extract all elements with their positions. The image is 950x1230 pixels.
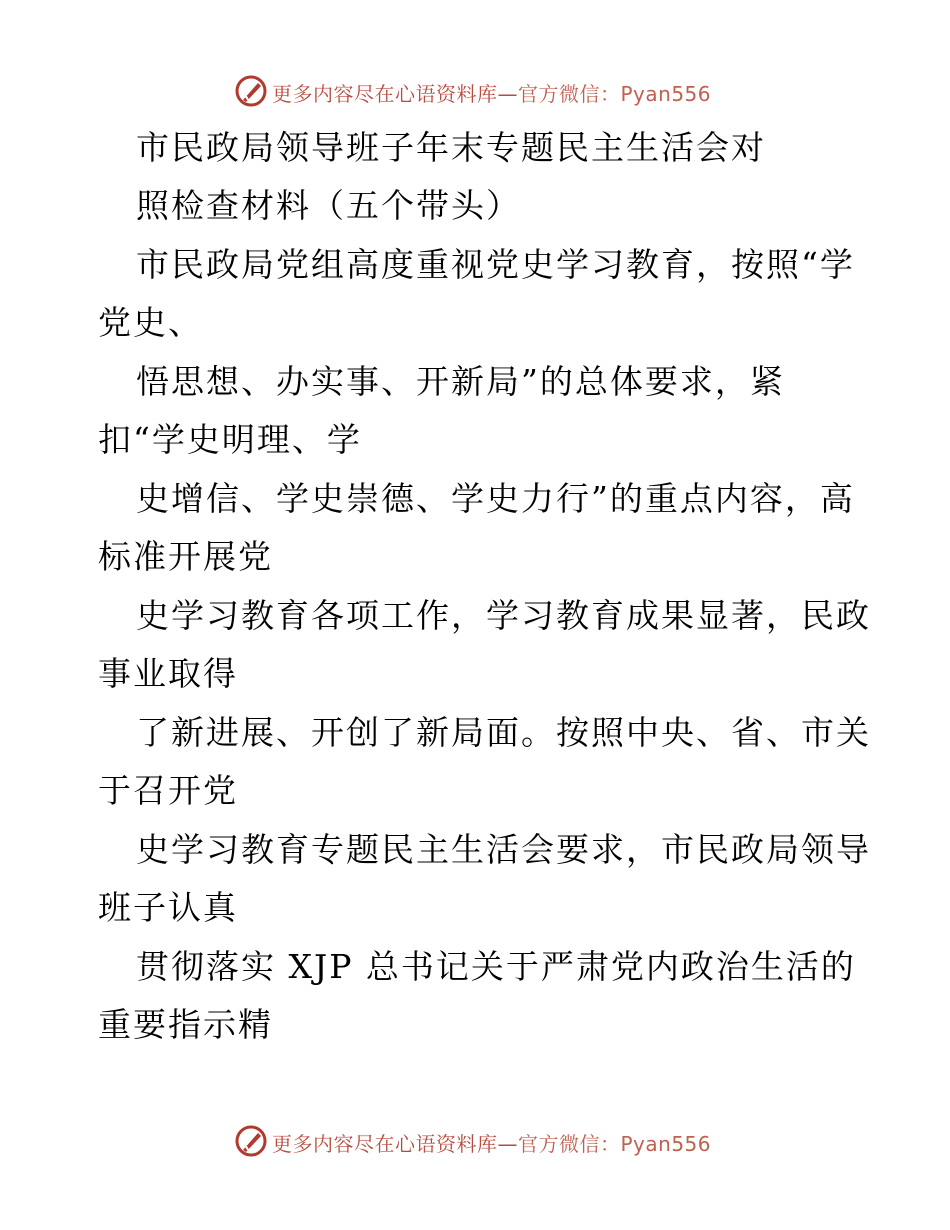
paragraph-line: 事业取得 — [98, 654, 238, 693]
paragraph-line: 班子认真 — [98, 888, 238, 927]
paragraph-line: 于召开党 — [98, 771, 238, 810]
banner-wechat-text: 官方微信：Pyan556 — [518, 1132, 712, 1156]
quill-logo-icon — [234, 1124, 268, 1158]
paragraph-line: 史学习教育各项工作，学习教育成果显著，民政 — [136, 596, 871, 635]
banner-text — [272, 78, 711, 107]
paragraph-line: 扣“学史明理、学 — [98, 420, 362, 459]
quill-logo-icon — [234, 74, 268, 108]
paragraph-line: 党史、 — [98, 303, 203, 342]
banner-site-text: 更多内容尽在心语资料库— — [272, 1132, 518, 1156]
document-title-line-2: 照检查材料（五个带头） — [136, 186, 521, 225]
paragraph-line: 标准开展党 — [98, 537, 273, 576]
banner-wechat-text: 官方微信：Pyan556 — [518, 82, 712, 106]
header-watermark-banner — [0, 70, 950, 110]
paragraph-line: 史学习教育专题民主生活会要求，市民政局领导 — [136, 830, 871, 869]
document-title-line-1: 市民政局领导班子年末专题民主生活会对 — [136, 128, 766, 167]
paragraph-line: 市民政局党组高度重视党史学习教育，按照“学 — [136, 245, 855, 284]
paragraph-line: 悟思想、办实事、开新局”的总体要求，紧 — [136, 362, 785, 401]
paragraph-line: 史增信、学史崇德、学史力行”的重点内容，高 — [136, 479, 855, 518]
paragraph-line: 了新进展、开创了新局面。按照中央、省、市关 — [136, 713, 871, 752]
paragraph-line: 重要指示精 — [98, 1005, 273, 1044]
banner-text — [272, 1128, 711, 1157]
footer-watermark-banner — [0, 1120, 950, 1160]
banner-site-text: 更多内容尽在心语资料库— — [272, 82, 518, 106]
paragraph-line: 贯彻落实 XJP 总书记关于严肃党内政治生活的 — [136, 947, 856, 986]
